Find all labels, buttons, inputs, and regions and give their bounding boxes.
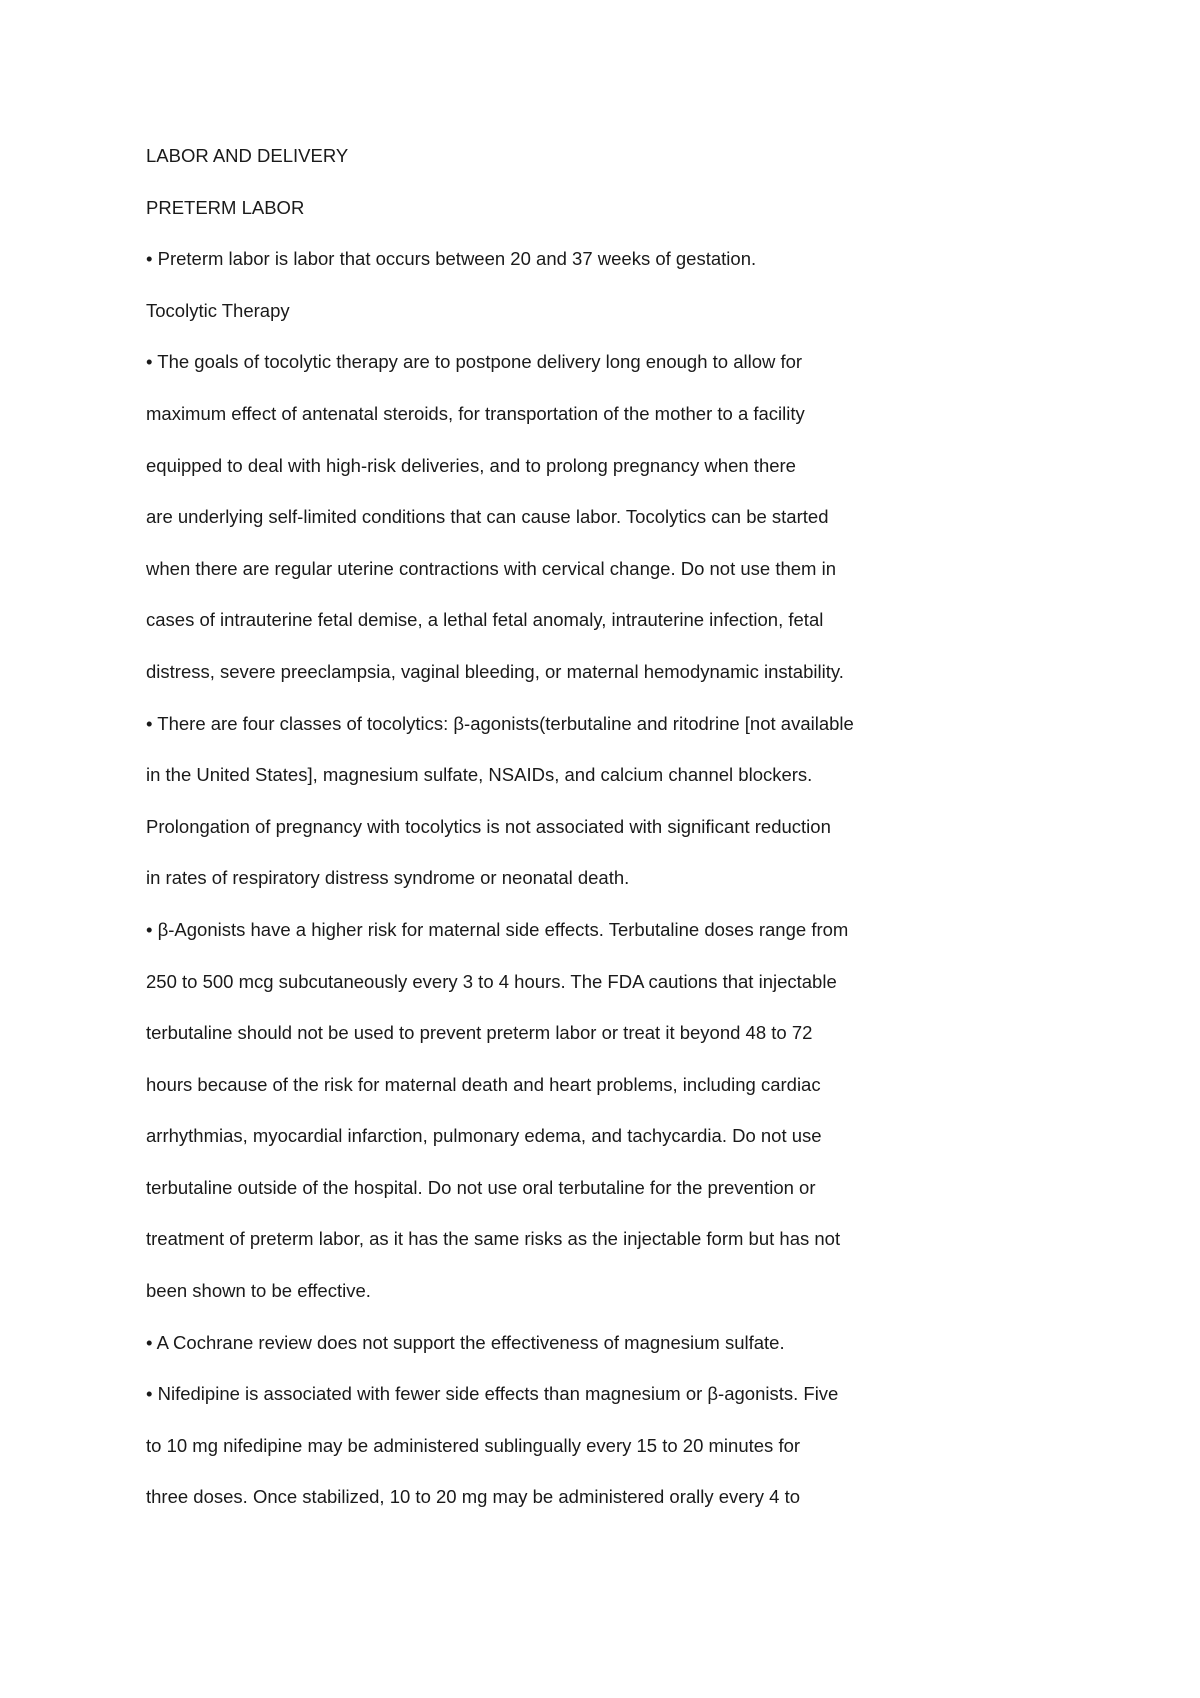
text-line: when there are regular uterine contractions with cervical change. Do not use them in [146, 557, 837, 579]
text-line: arrhythmias, myocardial infarction, pulmonary edema, and tachycardia. Do not use [146, 1125, 822, 1147]
document-title: LABOR AND DELIVERY [146, 145, 349, 166]
text-line: • Preterm labor is labor that occurs between 20 and 37 weeks of gestation. [146, 248, 757, 270]
text-line: distress, severe preeclampsia, vaginal bleeding, or maternal hemodynamic instability. [146, 660, 844, 682]
text-line: treatment of preterm labor, as it has the same risks as the injectable form but has not [146, 1228, 841, 1250]
text-line: in the United States], magnesium sulfate, NSAIDs, and calcium channel blockers. [146, 764, 813, 786]
text-line: • A Cochrane review does not support the effectiveness of magnesium sulfate. [146, 1331, 785, 1353]
text-line: terbutaline outside of the hospital. Do not use oral terbutaline for the prevention or [146, 1176, 816, 1198]
text-line: are underlying self-limited conditions that can cause labor. Tocolytics can be started [146, 506, 829, 528]
text-line: maximum effect of antenatal steroids, for transportation of the mother to a facility [146, 402, 805, 424]
text-line: been shown to be effective. [146, 1280, 371, 1302]
document-body [146, 146, 1106, 1523]
text-line: terbutaline should not be used to prevent preterm labor or treat it beyond 48 to 72 [146, 1022, 813, 1044]
text-line: • β-Agonists have a higher risk for maternal side effects. Terbutaline doses range from [146, 918, 849, 940]
text-line: to 10 mg nifedipine may be administered sublingually every 15 to 20 minutes for [146, 1434, 801, 1456]
text-line: hours because of the risk for maternal death and heart problems, including cardiac [146, 1073, 821, 1095]
text-line: • Nifedipine is associated with fewer side effects than magnesium or β-agonists. Five [146, 1383, 839, 1405]
text-line: • There are four classes of tocolytics: β-agonists(terbutaline and ritodrine [not available [146, 712, 854, 734]
subheading-tocolytic-therapy: Tocolytic Therapy [146, 299, 290, 321]
text-line: 250 to 500 mcg subcutaneously every 3 to 4 hours. The FDA cautions that injectable [146, 970, 837, 992]
text-line: three doses. Once stabilized, 10 to 20 mg may be administered orally every 4 to [146, 1486, 801, 1508]
text-line: Prolongation of pregnancy with tocolytics is not associated with significant reduction [146, 815, 831, 837]
text-line: equipped to deal with high-risk deliveries, and to prolong pregnancy when there [146, 454, 796, 476]
text-line: • The goals of tocolytic therapy are to postpone delivery long enough to allow for [146, 351, 803, 373]
text-line: cases of intrauterine fetal demise, a lethal fetal anomaly, intrauterine infection, fetal [146, 609, 824, 631]
text-line: in rates of respiratory distress syndrome or neonatal death. [146, 867, 630, 889]
section-heading: PRETERM LABOR [146, 196, 305, 218]
